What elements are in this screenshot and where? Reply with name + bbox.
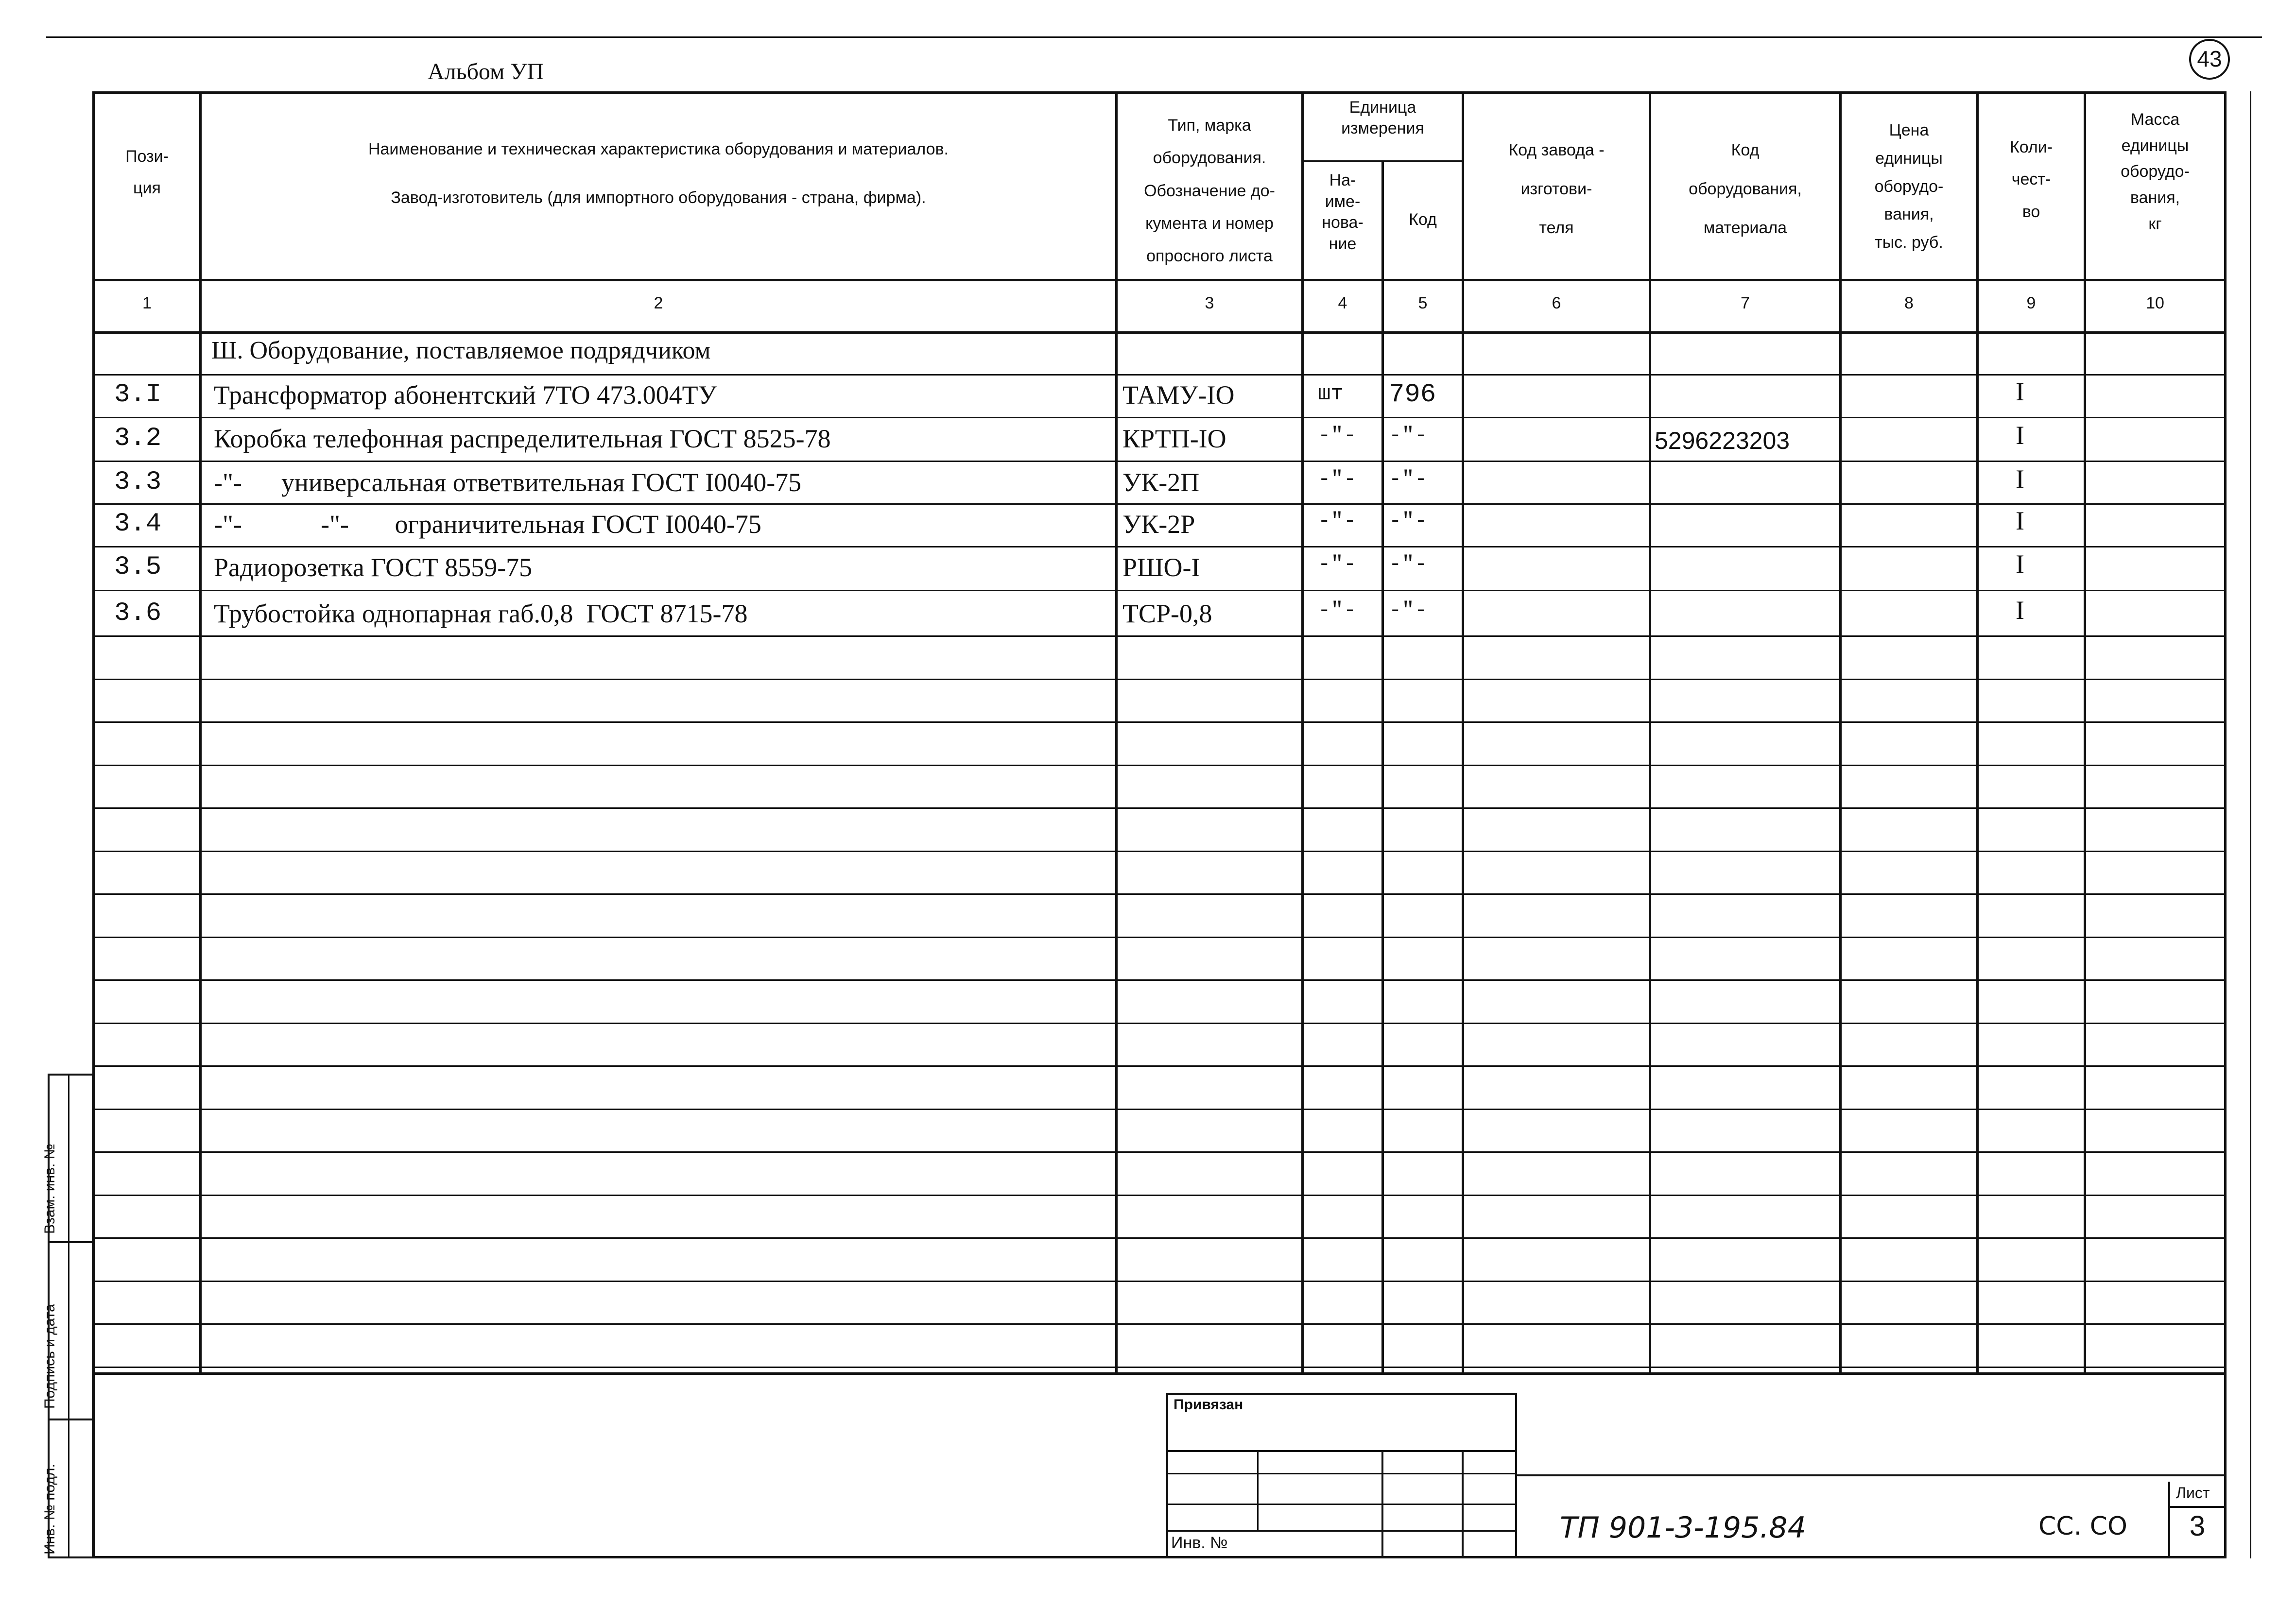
row-position: 3.5 bbox=[114, 552, 162, 582]
row-name: Коробка телефонная распределительная ГОСТ 8525-78 bbox=[214, 424, 831, 453]
row-unit-code: -"- bbox=[1389, 598, 1428, 623]
colnum: 1 bbox=[142, 294, 152, 312]
row-unit-code: -"- bbox=[1389, 424, 1428, 448]
col-line bbox=[1115, 91, 1118, 1374]
row-name: Трансформатор абонентский 7ТО 473.004ТУ bbox=[214, 380, 717, 410]
side-strip-divider bbox=[48, 1419, 94, 1420]
row-unit-code: -"- bbox=[1389, 552, 1428, 577]
row-rule bbox=[92, 807, 2227, 809]
sheet-label: Лист bbox=[2176, 1484, 2210, 1502]
sheet-number: 3 bbox=[2189, 1510, 2206, 1542]
header-name-line1: Наименование и техническая характеристика оборудования и материалов. bbox=[368, 140, 949, 158]
table-body-bottom bbox=[92, 1372, 2227, 1375]
row-type: КРТП-IO bbox=[1122, 424, 1226, 453]
colnum: 8 bbox=[1904, 294, 1914, 312]
sheet-box-divider bbox=[2168, 1506, 2227, 1508]
colnum: 6 bbox=[1552, 294, 1561, 312]
header-position: Пози- ция bbox=[125, 147, 169, 197]
colnum: 5 bbox=[1418, 294, 1428, 312]
row-rule bbox=[92, 851, 2227, 852]
row-position: 3.3 bbox=[114, 467, 162, 497]
side-strip-divider bbox=[48, 1241, 94, 1243]
row-rule bbox=[92, 1023, 2227, 1024]
stamp-vline bbox=[1462, 1450, 1464, 1558]
side-label-vzam: Взам. инв. № bbox=[42, 1144, 58, 1234]
row-rule bbox=[92, 374, 2227, 376]
row-rule bbox=[92, 721, 2227, 723]
row-type: УК-2Р bbox=[1122, 510, 1195, 539]
stamp-line bbox=[1166, 1530, 1517, 1532]
side-label-inv: Инв. № подл. bbox=[42, 1464, 58, 1555]
row-unit: -"- bbox=[1318, 467, 1357, 492]
stamp-line bbox=[1166, 1504, 1517, 1505]
stamp-privyazan: Привязан bbox=[1174, 1397, 1243, 1413]
row-rule bbox=[92, 979, 2227, 981]
colnum: 4 bbox=[1338, 294, 1347, 312]
colnum: 2 bbox=[654, 294, 663, 312]
col-line bbox=[1976, 91, 1979, 1374]
row-rule bbox=[92, 765, 2227, 766]
row-quantity: I bbox=[2016, 596, 2024, 625]
header-unit: Единица измерения bbox=[1341, 98, 1424, 137]
colnum: 9 bbox=[2026, 294, 2036, 312]
row-type: ТСР-0,8 bbox=[1122, 599, 1212, 628]
col-line bbox=[1462, 91, 1464, 1374]
header-bottom-line bbox=[92, 279, 2227, 281]
row-unit: -"- bbox=[1318, 552, 1357, 577]
row-material-code: 5296223203 bbox=[1655, 427, 1790, 454]
header-mass: Масса единицы оборудо- вания, кг bbox=[2121, 110, 2190, 233]
row-unit: -"- bbox=[1318, 424, 1357, 448]
row-rule bbox=[92, 1367, 2227, 1368]
row-rule bbox=[92, 937, 2227, 938]
title-block-top bbox=[1517, 1474, 2227, 1476]
row-rule bbox=[92, 1065, 2227, 1067]
row-quantity: I bbox=[2016, 377, 2024, 406]
row-unit-code: -"- bbox=[1389, 467, 1428, 492]
col-line bbox=[1301, 91, 1304, 1374]
row-position: 3.6 bbox=[114, 598, 162, 628]
side-label-podpis: Подпись и дата bbox=[42, 1304, 58, 1409]
colnum: 10 bbox=[2146, 294, 2164, 312]
row-name: Радиорозетка ГОСТ 8559-75 bbox=[214, 553, 533, 582]
stamp-vline bbox=[1381, 1450, 1383, 1558]
section-title: Ш. Оборудование, поставляемое подрядчиком bbox=[211, 337, 711, 364]
colnum-bottom-line bbox=[92, 331, 2227, 334]
row-rule bbox=[92, 417, 2227, 418]
sheet-code: СС. СО bbox=[2038, 1512, 2127, 1541]
header-material-code: Код оборудования, материала bbox=[1689, 141, 1802, 237]
row-unit: шт bbox=[1318, 382, 1344, 406]
stamp-vline bbox=[1257, 1450, 1259, 1530]
row-position: 3.I bbox=[114, 380, 162, 410]
header-unit-name: На- име- нова- ние bbox=[1322, 171, 1364, 253]
row-type: УК-2П bbox=[1122, 468, 1200, 497]
header-unit-code: Код bbox=[1409, 210, 1437, 229]
right-edge-line bbox=[2250, 91, 2251, 1558]
stamp-line bbox=[1166, 1450, 1517, 1452]
album-title: Альбом УП bbox=[428, 59, 544, 85]
row-rule bbox=[92, 1151, 2227, 1153]
row-unit: -"- bbox=[1318, 598, 1357, 623]
col-line bbox=[1649, 91, 1651, 1374]
top-border bbox=[46, 36, 2262, 38]
row-rule bbox=[92, 679, 2227, 680]
row-type: ТАМУ-IO bbox=[1122, 380, 1235, 410]
row-rule bbox=[92, 1281, 2227, 1282]
row-rule bbox=[92, 461, 2227, 462]
page-number: 43 bbox=[2197, 46, 2222, 71]
doc-code: ТП 901-3-195.84 bbox=[1560, 1511, 1806, 1545]
col-line bbox=[1381, 160, 1384, 1374]
row-name: -"- -"- ограничительная ГОСТ I0040-75 bbox=[214, 510, 761, 539]
header-name-line2: Завод-изготовитель (для импортного оборудования - страна, фирма). bbox=[391, 188, 926, 207]
row-quantity: I bbox=[2016, 421, 2024, 450]
row-rule bbox=[92, 1323, 2227, 1325]
row-rule bbox=[92, 1237, 2227, 1239]
header-quantity: Коли- чест- во bbox=[2009, 138, 2053, 221]
col-line bbox=[199, 91, 202, 1374]
colnum: 3 bbox=[1205, 294, 1214, 312]
row-unit: -"- bbox=[1318, 509, 1357, 533]
row-type: РШО-I bbox=[1122, 553, 1200, 582]
row-name: -"- универсальная ответвительная ГОСТ I0040-75 bbox=[214, 468, 802, 497]
colnum: 7 bbox=[1741, 294, 1750, 312]
row-name: Трубостойка однопарная габ.0,8 ГОСТ 8715-78 bbox=[214, 599, 748, 628]
row-unit-code: 796 bbox=[1389, 380, 1436, 410]
row-rule bbox=[92, 546, 2227, 547]
row-quantity: I bbox=[2016, 549, 2024, 579]
row-unit-code: -"- bbox=[1389, 509, 1428, 533]
col-line bbox=[1839, 91, 1842, 1374]
row-position: 3.4 bbox=[114, 509, 162, 539]
row-rule bbox=[92, 590, 2227, 591]
row-rule bbox=[92, 503, 2227, 505]
row-rule bbox=[92, 893, 2227, 895]
row-position: 3.2 bbox=[114, 424, 162, 453]
row-quantity: I bbox=[2016, 506, 2024, 535]
row-rule bbox=[92, 1195, 2227, 1196]
unit-header-line bbox=[1301, 160, 1464, 162]
row-quantity: I bbox=[2016, 464, 2024, 494]
header-plant-code: Код завода - изготови- теля bbox=[1508, 141, 1605, 237]
side-strip-inner bbox=[68, 1074, 69, 1558]
stamp-line bbox=[1166, 1473, 1517, 1474]
stamp-inv-label: Инв. № bbox=[1171, 1534, 1228, 1552]
header-price: Цена единицы оборудо- вания, тыс. руб. bbox=[1874, 121, 1944, 252]
col-line bbox=[2084, 91, 2086, 1374]
row-rule bbox=[92, 1109, 2227, 1110]
row-rule bbox=[92, 635, 2227, 637]
header-type: Тип, марка оборудования. Обозначение до- кумента и номер опросного листа bbox=[1144, 116, 1275, 266]
